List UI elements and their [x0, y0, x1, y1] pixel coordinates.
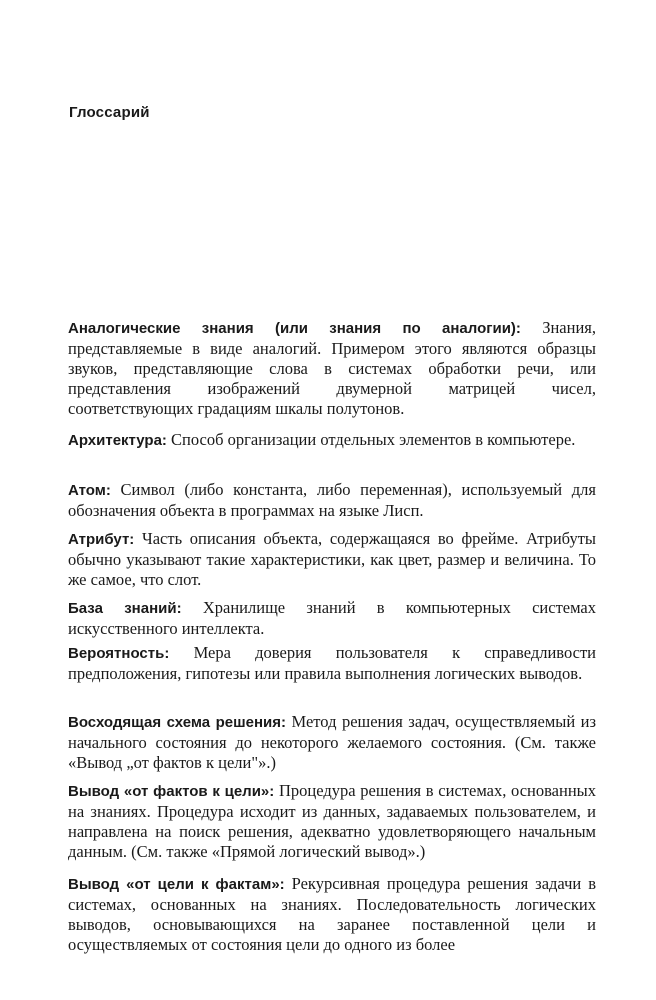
glossary-definition: Метод решения задач, осуществляемый из начального состояния до некоторого желаемого состояния. (См. также «Вывод „от фактов к цели"».)	[68, 712, 597, 772]
page-title: Глоссарий	[69, 104, 150, 121]
glossary-entry	[68, 643, 596, 684]
glossary-entry	[68, 430, 596, 451]
glossary-entry	[68, 598, 596, 639]
glossary-definition: Способ организации отдельных элементов в компьютере.	[171, 430, 576, 449]
glossary-entry	[68, 529, 596, 590]
glossary-entry	[68, 712, 596, 773]
glossary-entry	[68, 480, 596, 521]
glossary-definition: Символ (либо константа, либо переменная), используемый для обозначения объекта в программах на языке Лисп.	[68, 480, 596, 520]
glossary-term: Вероятность:	[68, 645, 170, 662]
glossary-term: Атрибут:	[68, 531, 135, 548]
glossary-term: Атом:	[68, 482, 111, 499]
glossary-definition: Знания, представляемые в виде аналогий. Примером этого являются образцы звуков, представляющие слова в системах обработки речи, или представления изображений двумерной матрицей чисел, соответствующих градациям шкалы полутонов.	[68, 318, 596, 418]
glossary-entry	[68, 874, 596, 955]
glossary-definition: Мера доверия пользователя к справедливости предположения, гипотезы или правила выполнения логических выводов.	[68, 643, 596, 683]
glossary-term: База знаний:	[68, 600, 182, 617]
glossary-term: Вывод «от фактов к цели»:	[68, 783, 275, 800]
glossary-definition: Хранилище знаний в компьютерных системах искусственного интеллекта.	[68, 598, 597, 638]
glossary-definition: Процедура решения в системах, основанных на знаниях. Процедура исходит из данных, задаваемых пользователем, и направлена на поиск решения, адекватно удовлетворяющего начальным данным. (См. также «Прямой логический вывод».)	[68, 781, 596, 861]
glossary-definition: Часть описания объекта, содержащаяся во фрейме. Атрибуты обычно указывают такие характеристики, как цвет, размер и величина. То же самое, что слот.	[68, 529, 596, 589]
glossary-definition: Рекурсивная процедура решения задачи в системах, основанных на знаниях. Последовательность логических выводов, основывающихся на заранее поставленной цели и осуществляемых от состояния цели до одного из более	[68, 874, 596, 954]
glossary-term: Архитектура:	[68, 432, 167, 449]
glossary-term: Восходящая схема решения:	[68, 714, 287, 731]
glossary-entry	[68, 318, 596, 419]
glossary-entry	[68, 781, 596, 862]
glossary-term: Аналогические знания (или знания по аналогии):	[68, 320, 521, 337]
glossary-term: Вывод «от цели к фактам»:	[68, 876, 285, 893]
